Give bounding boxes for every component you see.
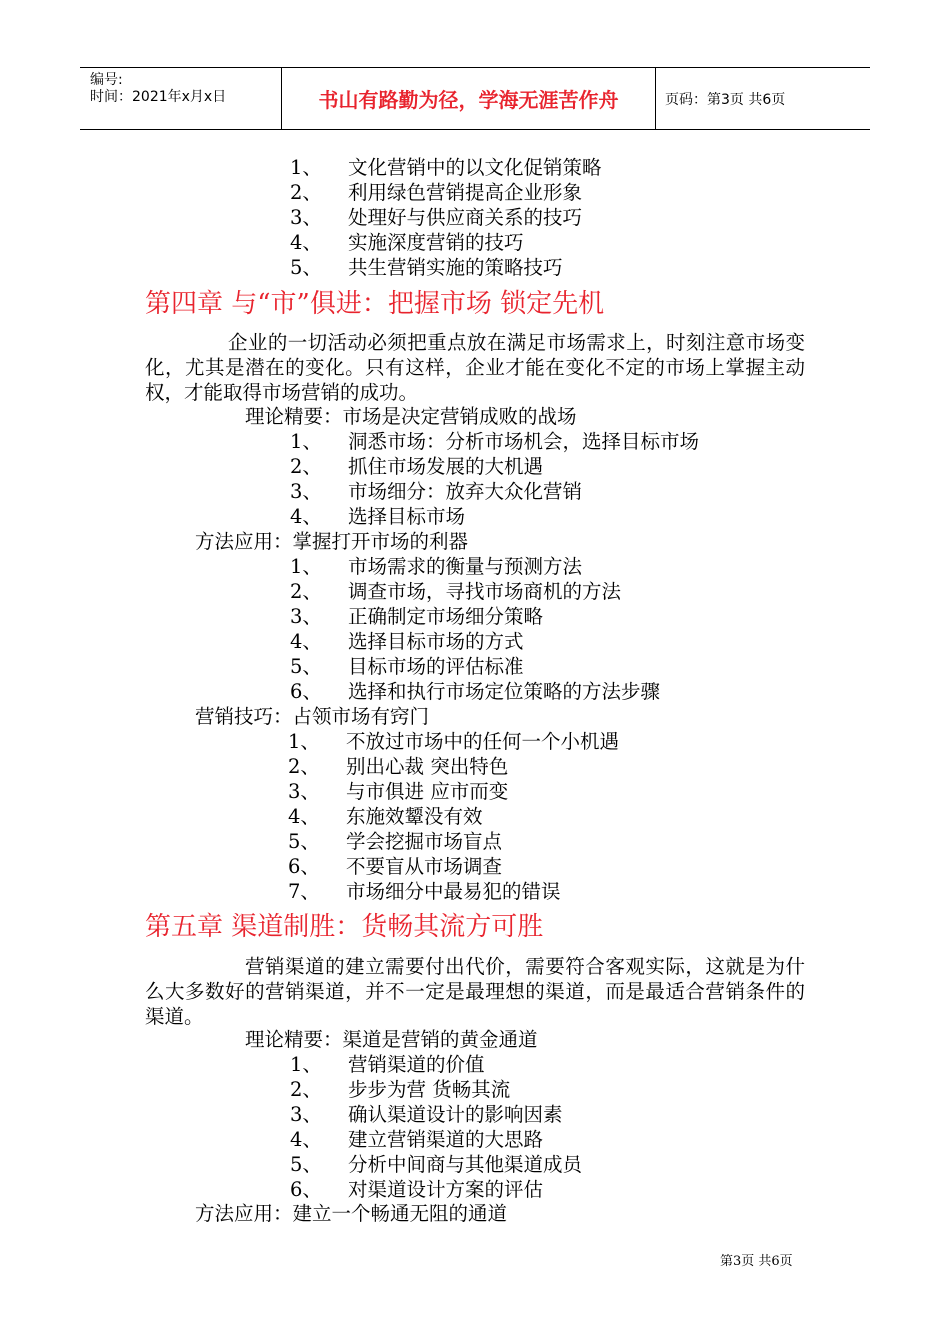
list-item: 7、 市场细分中最易犯的错误: [288, 880, 561, 903]
list-item: 3、 市场细分：放弃大众化营销: [290, 480, 583, 503]
list-item: 4、 建立营销渠道的大思路: [290, 1128, 544, 1151]
header-page-label: 页码：第3页 共6页: [665, 91, 786, 108]
list-item: 4、 东施效颦没有效: [288, 805, 483, 828]
list-item: 6、 对渠道设计方案的评估: [290, 1178, 544, 1201]
list-item: 3、 确认渠道设计的影响因素: [290, 1103, 563, 1126]
list-item: 1、 营销渠道的价值: [290, 1053, 485, 1076]
list-item: 2、 别出心裁 突出特色: [288, 755, 509, 778]
method-heading: 方法应用：建立一个畅通无阻的通道: [195, 1202, 508, 1225]
list-item: 6、 不要盲从市场调查: [288, 855, 503, 878]
list-item: 3、 处理好与供应商关系的技巧: [290, 206, 583, 229]
list-item: 2、 抓住市场发展的大机遇: [290, 455, 544, 478]
list-item: 5、 分析中间商与其他渠道成员: [290, 1153, 583, 1176]
number-label: 编号:: [90, 72, 123, 88]
page-footer: 第3页 共6页: [720, 1254, 793, 1269]
time-label: 时间：2021年x月x日: [90, 89, 227, 105]
list-item: 2、 步步为营 货畅其流: [290, 1078, 511, 1101]
list-item: 4、 选择目标市场: [290, 505, 466, 528]
theory-heading: 理论精要：渠道是营销的黄金通道: [245, 1028, 538, 1051]
list-item: 4、 实施深度营销的技巧: [290, 231, 524, 254]
list-item: 6、 选择和执行市场定位策略的方法步骤: [290, 680, 661, 703]
list-item: 1、 市场需求的衡量与预测方法: [290, 555, 583, 578]
chapter-4-title: 第四章 与“市”俱进：把握市场 锁定先机: [145, 289, 605, 319]
chapter-4-intro: 企业的一切活动必须把重点放在满足市场需求上，时刻注意市场变化，尤其是潜在的变化。只有这样，企业才能在变化不定的市场上掌握主动权，才能取得市场营销的成功。: [145, 331, 805, 404]
method-heading: 方法应用：掌握打开市场的利器: [195, 530, 469, 553]
list-item: 2、 调查市场，寻找市场商机的方法: [290, 580, 622, 603]
list-item: 3、 正确制定市场细分策略: [290, 605, 544, 628]
header-motto: 书山有路勤为径，学海无涯苦作舟: [281, 68, 656, 129]
header-left: [80, 68, 280, 129]
skill-heading: 营销技巧：占领市场有窍门: [195, 705, 430, 728]
list-item: 1、 不放过市场中的任何一个小机遇: [288, 730, 620, 753]
list-item: 5、 目标市场的评估标准: [290, 655, 524, 678]
list-item: 2、 利用绿色营销提高企业形象: [290, 181, 583, 204]
list-item: 4、 选择目标市场的方式: [290, 630, 524, 653]
list-item: 5、 学会挖掘市场盲点: [288, 830, 503, 853]
page-header: [80, 67, 870, 130]
chapter-5-intro: 营销渠道的建立需要付出代价，需要符合客观实际，这就是为什么大多数好的营销渠道，并不一定是最理想的渠道，而是最适合营销条件的渠道。: [145, 955, 805, 1028]
theory-heading: 理论精要：市场是决定营销成败的战场: [245, 405, 577, 428]
list-item: 5、 共生营销实施的策略技巧: [290, 256, 563, 279]
list-item: 1、 洞悉市场：分析市场机会，选择目标市场: [290, 430, 700, 453]
list-item: 3、 与市俱进 应市而变: [288, 780, 509, 803]
chapter-5-title: 第五章 渠道制胜：货畅其流方可胜: [145, 912, 544, 942]
list-item: 1、 文化营销中的以文化促销策略: [290, 156, 602, 179]
